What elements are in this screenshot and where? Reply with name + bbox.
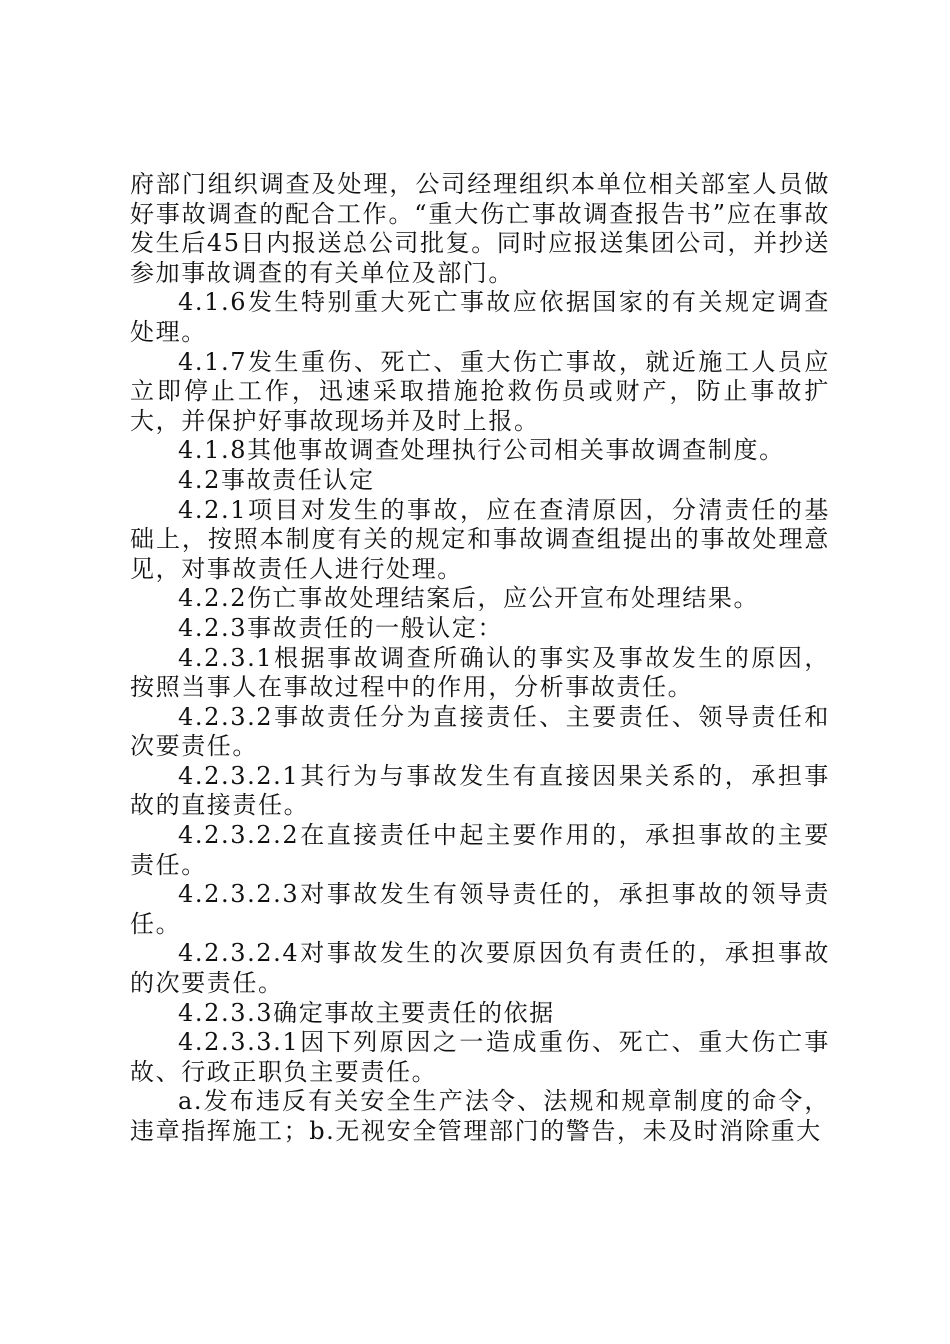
paragraph-4-2-3-2-3: 4.2.3.2.3对事故发生有领导责任的，承担事故的领导责任。: [130, 880, 830, 938]
paragraph-list-a-b: a.发布违反有关安全生产法令、法规和规章制度的命令，违章指挥施工；b.无视安全管理部门的警告，未及时消除重大: [130, 1087, 830, 1145]
paragraph-4-2-3-2: 4.2.3.2事故责任分为直接责任、主要责任、领导责任和次要责任。: [130, 702, 830, 761]
paragraph-4-2-3-2-1: 4.2.3.2.1其行为与事故发生有直接因果关系的，承担事故的直接责任。: [130, 761, 830, 820]
paragraph-4-2-3-3-1: 4.2.3.3.1因下列原因之一造成重伤、死亡、重大伤亡事故、行政正职负主要责任。: [130, 1028, 830, 1086]
paragraph-4-2-3-2-2: 4.2.3.2.2在直接责任中起主要作用的，承担事故的主要责任。: [130, 821, 830, 879]
paragraph-4-2-3-1: 4.2.3.1根据事故调查所确认的事实及事故发生的原因，按照当事人在事故过程中的作用，分析事故责任。: [130, 643, 830, 702]
paragraph-4-2-1: 4.2.1项目对发生的事故，应在查清原因，分清责任的基础上，按照本制度有关的规定和事故调查组提出的事故处理意见，对事故责任人进行处理。: [130, 495, 830, 583]
document-body: [130, 170, 830, 1147]
paragraph-4-2-3-2-4: 4.2.3.2.4对事故发生的次要原因负有责任的，承担事故的次要责任。: [130, 939, 830, 998]
paragraph-continuation: 府部门组织调查及处理，公司经理组织本单位相关部室人员做好事故调查的配合工作。“重大伤亡事故调查报告书”应在事故发生后45日内报送总公司批复。同时应报送集团公司，并抄送参加事故调查的有关单位及部门。: [130, 170, 830, 287]
paragraph-4-2-3-3: 4.2.3.3确定事故主要责任的依据: [178, 998, 555, 1027]
paragraph-4-1-7: 4.1.7发生重伤、死亡、重大伤亡事故，就近施工人员应立即停止工作，迅速采取措施抢救伤员或财产，防止事故扩大，并保护好事故现场并及时上报。: [130, 347, 830, 435]
paragraph-4-2-2: 4.2.2伤亡事故处理结案后，应公开宣布处理结果。: [178, 584, 760, 613]
section-heading-4-2: 4.2事故责任认定: [178, 465, 375, 494]
paragraph-4-1-6: 4.1.6发生特别重大死亡事故应依据国家的有关规定调查处理。: [130, 288, 830, 346]
paragraph-4-1-8: 4.1.8其他事故调查处理执行公司相关事故调查制度。: [178, 436, 785, 465]
paragraph-4-2-3: 4.2.3事故责任的一般认定：: [178, 613, 504, 642]
